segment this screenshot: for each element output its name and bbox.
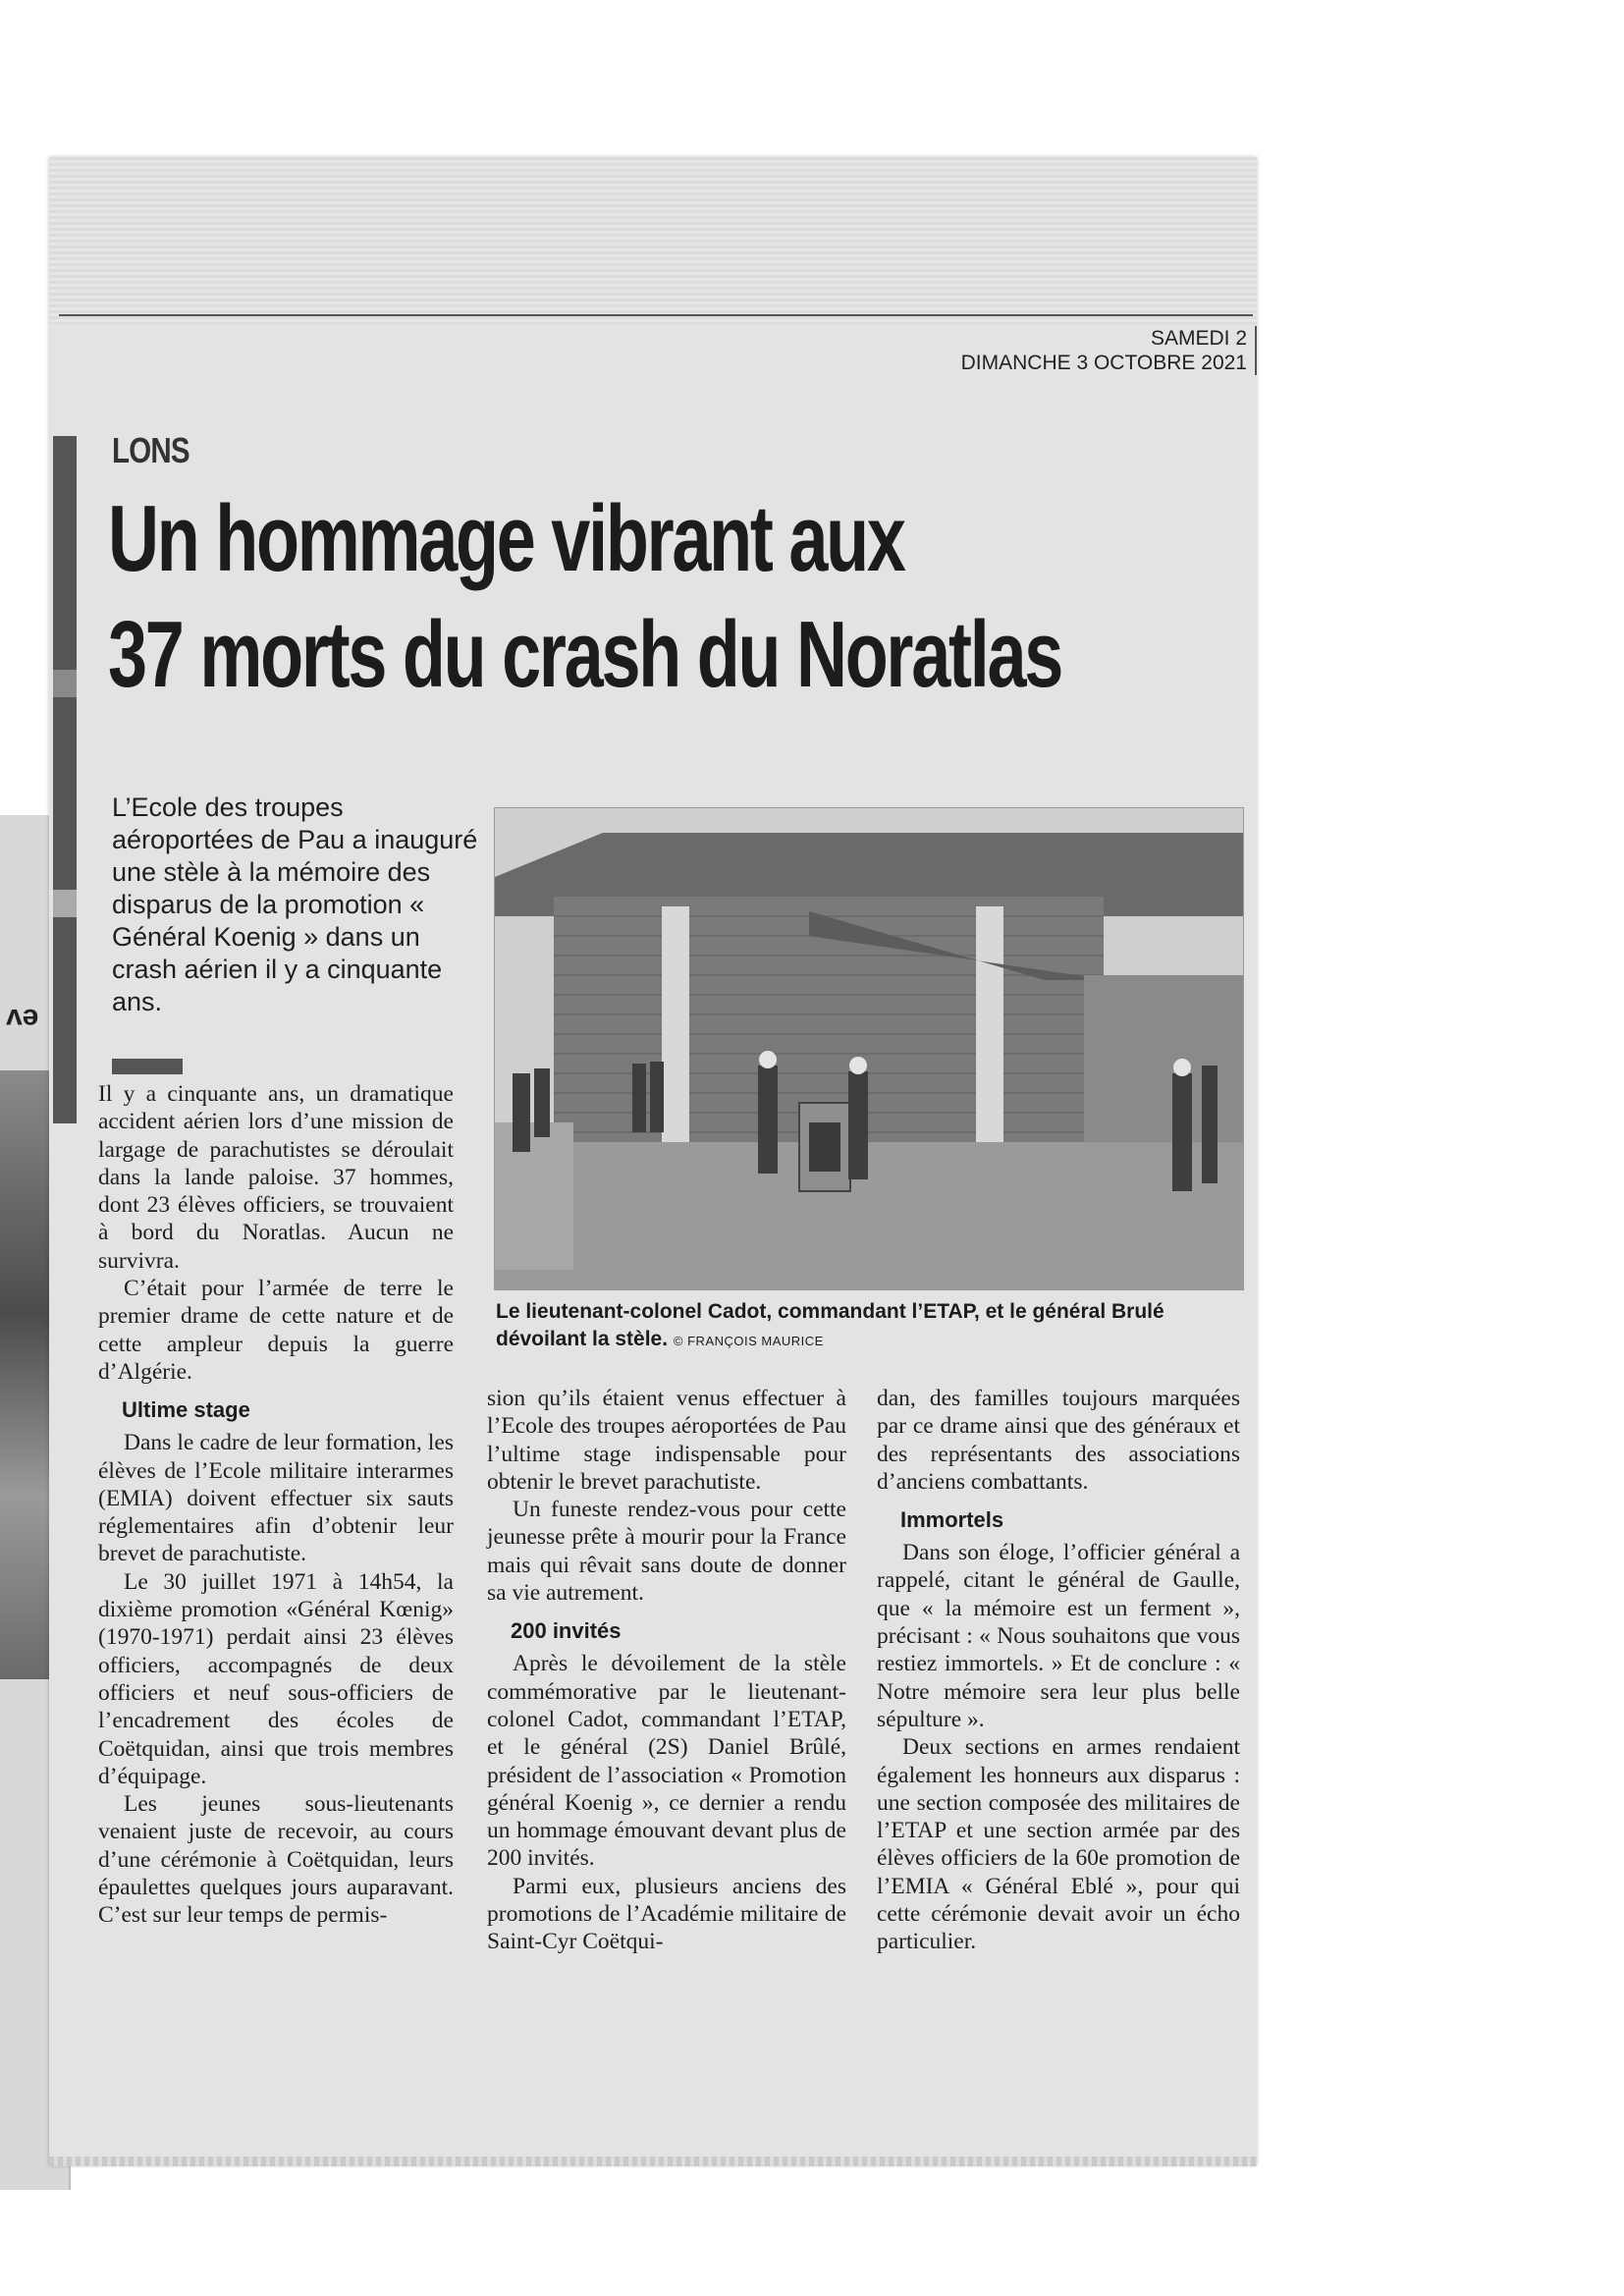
paragraph: Il y a cinquante ans, un dramatique accident aérien lors d’une mission de largage de parachutistes se déroulait dans la lande paloise. 37 hommes, dont 23 élèves officiers, se trouvaient à bord du Noratlas. Aucun ne survivra.: [98, 1081, 454, 1274]
paragraph: Un funeste rendez-vous pour cette jeunesse prête à mourir pour la France mais qui rêvait sans doute de donner sa vie autrement.: [487, 1497, 846, 1607]
photo-illustration: [495, 808, 1243, 1289]
paragraph: Le 30 juillet 1971 à 14h54, la dixième promotion «Général Kœnig» (1970-1971) perdait ainsi 23 élèves officiers, accompagnés de deux officiers et neuf sous-officiers de l’encadrement des écoles de Coëtquidan, ainsi que trois membres d’équipage.: [98, 1568, 454, 1789]
paragraph: Dans son éloge, l’officier général a rappelé, citant le général de Gaulle, que « la mémoire est un ferment », précisant : « Nous souhaitons que vous restiez immortels. » Et de conclure : « Notre mémoire sera leur plus belle sépulture ».: [877, 1540, 1240, 1732]
torn-bottom-edge: [49, 2157, 1257, 2166]
section-bar: [53, 436, 77, 1123]
kicker: LONS: [112, 430, 189, 470]
paragraph: Après le dévoilement de la stèle commémorative par le lieutenant-colonel Cadot, commandant l’ETAP, et le général (2S) Daniel Brûlé, président de l’association « Promotion général Koenig », ce dernier a rendu un hommage émouvant devant plus de 200 invités.: [487, 1651, 846, 1872]
article-photo: [494, 807, 1244, 1290]
lead-paragraph: L’Ecole des troupes aéroportées de Pau a inauguré une stèle à la mémoire des disparus de la promotion « Général Koenig » dans un crash aérien il y a cinquante ans.: [112, 793, 478, 1016]
headline-line-2: 37 morts du crash du Noratlas: [108, 602, 1062, 707]
paragraph: Deux sections en armes rendaient également les honneurs aux disparus : une section composée des militaires de l’ETAP et une section armée par des élèves officiers de la 60e promotion de l’EMIA « Général Eblé », pour qui cette cérémonie devait avoir un écho particulier.: [877, 1734, 1240, 1955]
paragraph: dan, des familles toujours marquées par ce drame ainsi que des généraux et des représentants des associations d’anciens combattants.: [877, 1386, 1240, 1495]
subhead-ultime-stage: Ultime stage: [122, 1397, 250, 1423]
header-rule: [59, 314, 1253, 316]
date-line-1: SAMEDI 2: [1150, 327, 1247, 350]
subhead-immortels: Immortels: [900, 1507, 1004, 1533]
date-box: [952, 326, 1257, 375]
article-column-2: [487, 1385, 846, 1956]
headline-line-1: Un hommage vibrant aux: [108, 486, 904, 591]
paragraph: sion qu’ils étaient venus effectuer à l’Ecole des troupes aéroportées de Pau l’ultime stage indispensable pour obtenir le brevet parachutiste.: [487, 1386, 846, 1495]
paragraph: Dans le cadre de leur formation, les élèves de l’Ecole militaire interarmes (EMIA) doivent effectuer six sauts réglementaires afin d’obtenir leur brevet de parachutiste.: [98, 1430, 454, 1567]
article-column-3: [877, 1385, 1240, 1956]
headline: [108, 481, 1065, 713]
photo-caption: [496, 1298, 1242, 1355]
photo-credit: © FRANÇOIS MAURICE: [673, 1334, 824, 1348]
paragraph: Les jeunes sous-lieutenants venaient juste de recevoir, au cours d’une cérémonie à Coëtquidan, leurs épaulettes quelques jours auparavant. C’est sur leur temps de permis-: [98, 1791, 454, 1929]
caption-text: Le lieutenant-colonel Cadot, commandant l’ETAP, et le général Brulé dévoilant la stèle.: [496, 1300, 1164, 1350]
scrap-text: ev: [6, 1003, 39, 1035]
date-line-2: DIMANCHE 3 OCTOBRE 2021: [960, 352, 1247, 374]
paragraph: Parmi eux, plusieurs anciens des promotions de l’Académie militaire de Saint-Cyr Coëtqui-: [487, 1873, 846, 1955]
paragraph: C’était pour l’armée de terre le premier drame de cette nature et de cette ampleur depuis la guerre d’Algérie.: [98, 1276, 454, 1385]
article-column-1: [98, 1080, 454, 1930]
subhead-200-invites: 200 invités: [511, 1618, 622, 1644]
lead-separator: [112, 1059, 183, 1074]
